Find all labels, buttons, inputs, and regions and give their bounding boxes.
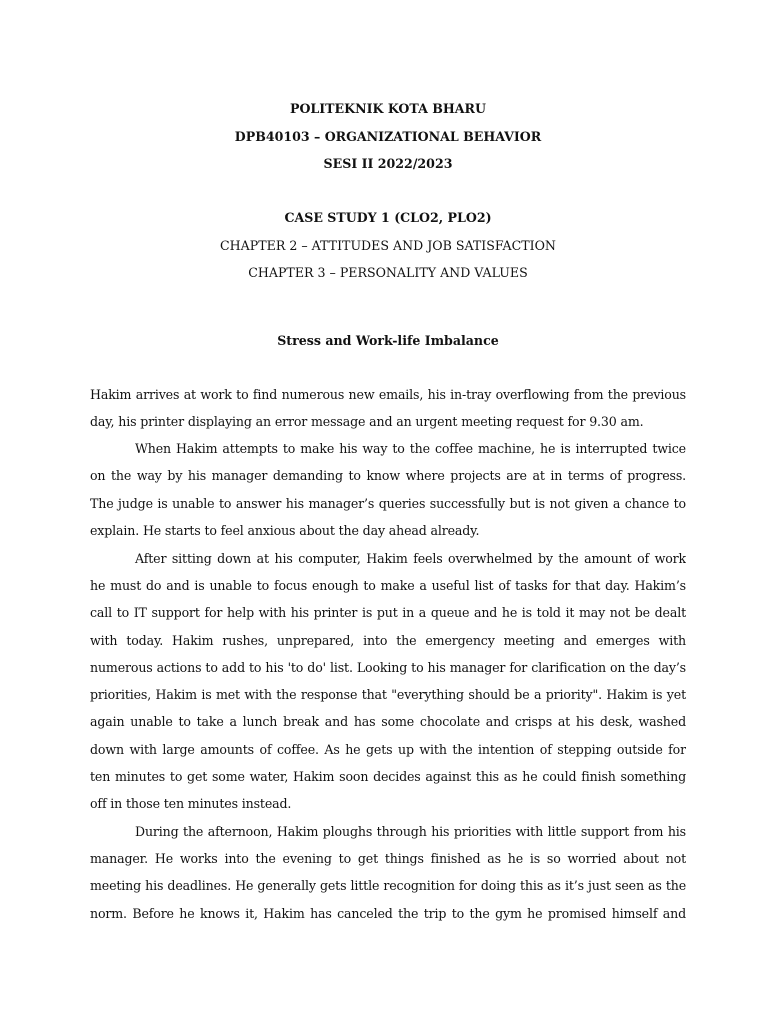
body-line: down with large amounts of coffee. As he gets up with the intention of stepping outside for bbox=[90, 742, 686, 757]
body-line: numerous actions to add to his 'to do' list. Looking to his manager for clarification on the day’s bbox=[90, 660, 686, 675]
chapter-2-heading: CHAPTER 2 – ATTITUDES AND JOB SATISFACTION bbox=[220, 238, 556, 253]
institution-heading: POLITEKNIK KOTA BHARU bbox=[289, 101, 486, 116]
body-line: call to IT support for help with his printer is put in a queue and he is told it may not be dealt bbox=[90, 605, 686, 620]
body-line: When Hakim attempts to make his way to the coffee machine, he is interrupted twice bbox=[135, 441, 686, 456]
body-line: manager. He works into the evening to get things finished as he is so worried about not bbox=[90, 851, 686, 866]
body-line: he must do and is unable to focus enough to make a useful list of tasks for that day. Hakim’s bbox=[90, 578, 686, 593]
body-line: off in those ten minutes instead. bbox=[90, 796, 292, 811]
course-heading: DPB40103 – ORGANIZATIONAL BEHAVIOR bbox=[234, 129, 542, 144]
body-line: explain. He starts to feel anxious about the day ahead already. bbox=[90, 523, 480, 538]
body-line: again unable to take a lunch break and has some chocolate and crisps at his desk, washed bbox=[90, 714, 686, 729]
body-line: Hakim arrives at work to find numerous new emails, his in-tray overflowing from the previous bbox=[90, 387, 686, 402]
case-study-heading: CASE STUDY 1 (CLO2, PLO2) bbox=[284, 210, 492, 225]
chapter-3-heading: CHAPTER 3 – PERSONALITY AND VALUES bbox=[248, 265, 528, 280]
case-title: Stress and Work-life Imbalance bbox=[277, 333, 499, 348]
body-line: During the afternoon, Hakim ploughs through his priorities with little support from his bbox=[135, 824, 686, 839]
body-line: meeting his deadlines. He generally gets little recognition for doing this as it’s just seen as the bbox=[90, 878, 686, 893]
body-line: with today. Hakim rushes, unprepared, into the emergency meeting and emerges with bbox=[90, 633, 686, 648]
session-heading: SESI II 2022/2023 bbox=[323, 156, 453, 171]
body-line: The judge is unable to answer his manager’s queries successfully but is not given a chance to bbox=[90, 496, 686, 511]
body-line: day, his printer displaying an error message and an urgent meeting request for 9.30 am. bbox=[90, 414, 644, 429]
body-line: priorities, Hakim is met with the response that "everything should be a priority". Hakim is yet bbox=[90, 687, 686, 702]
body-line: on the way by his manager demanding to know where projects are at in terms of progress. bbox=[90, 468, 686, 483]
body-line: After sitting down at his computer, Hakim feels overwhelmed by the amount of work bbox=[135, 551, 686, 566]
body-line: norm. Before he knows it, Hakim has canceled the trip to the gym he promised himself and bbox=[90, 906, 686, 921]
body-line: ten minutes to get some water, Hakim soon decides against this as he could finish something bbox=[90, 769, 686, 784]
